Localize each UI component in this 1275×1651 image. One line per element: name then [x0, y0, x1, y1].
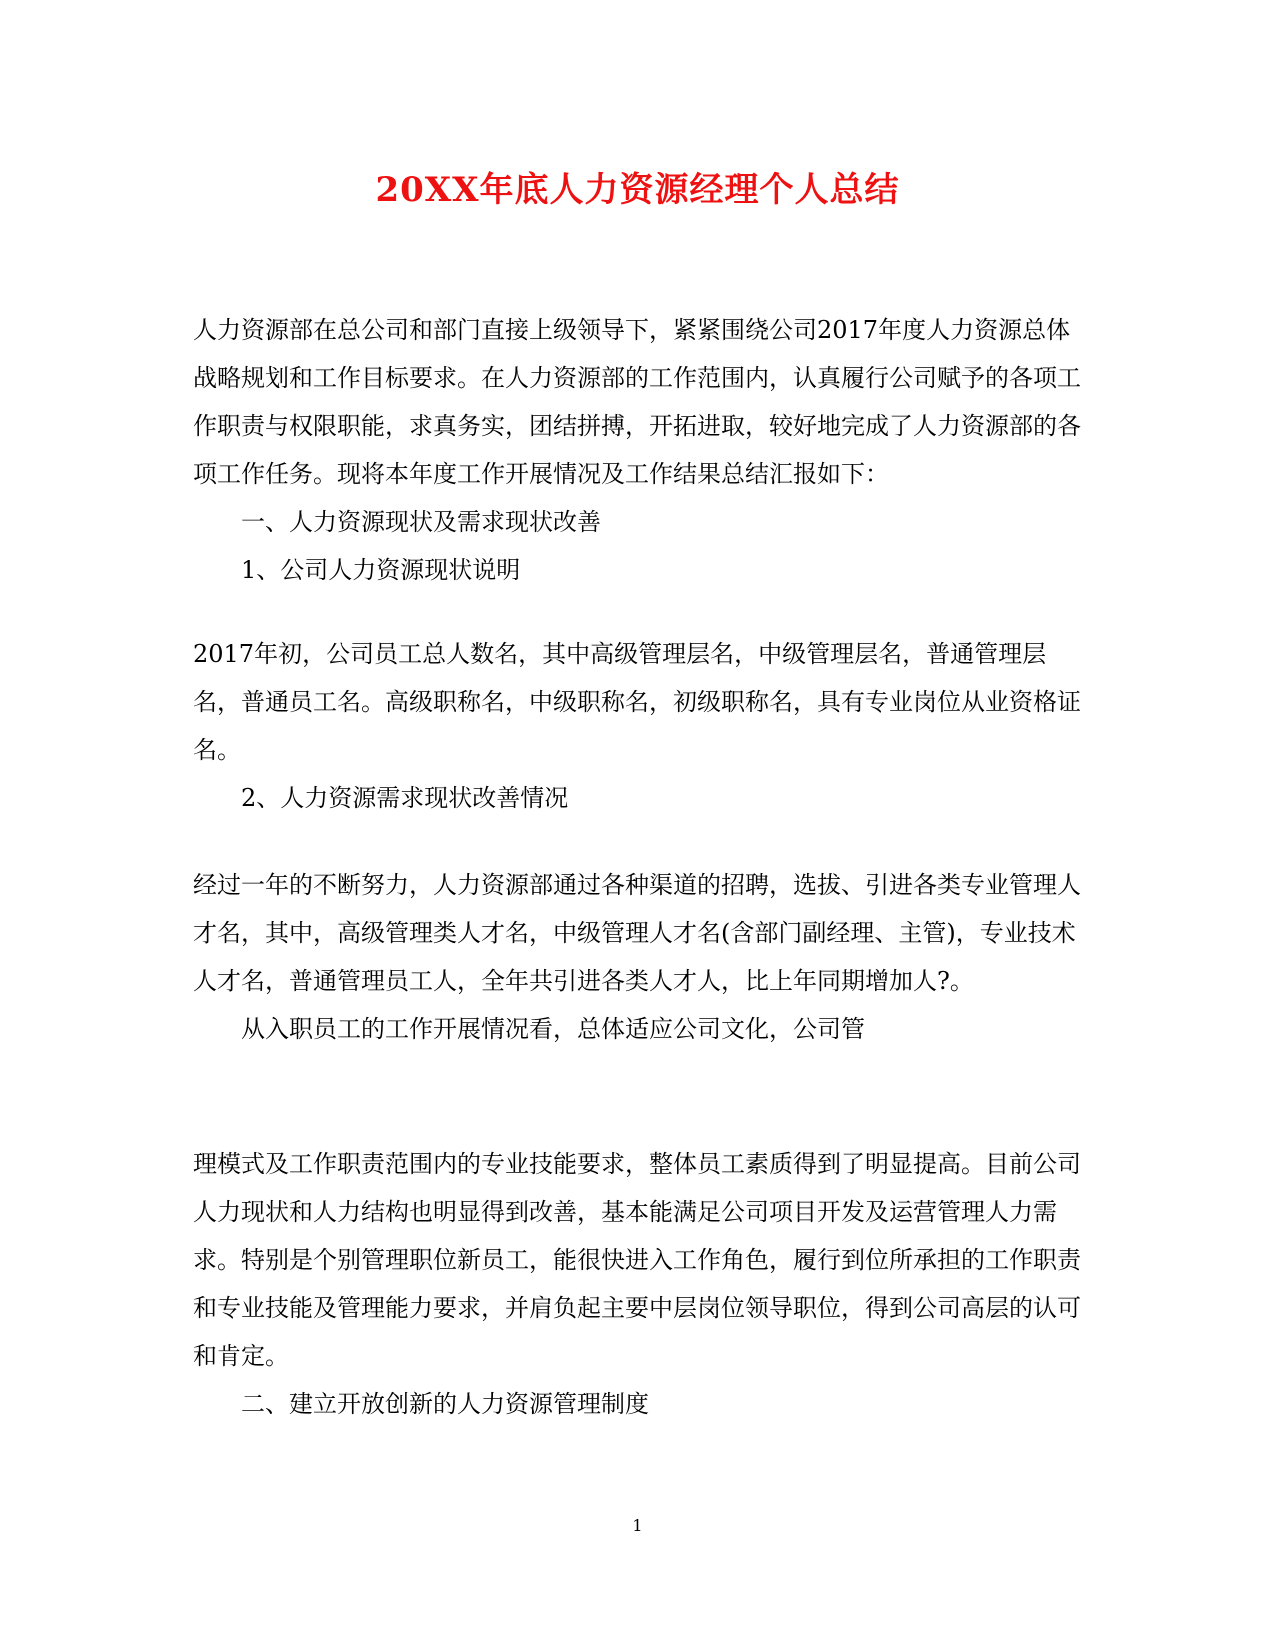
- onboarding-paragraph: 理模式及工作职责范围内的专业技能要求，整体员工素质得到了明显提高。目前公司人力现状和人力结构也明显得到改善，基本能满足公司项目开发及运营管理人力需求。特别是个别管理职位新员工，能很快进入工作角色，履行到位所承担的工作职责和专业技能及管理能力要求，并肩负起主要中层岗位领导职位，得到公司高层的认可和肯定。: [193, 1150, 1081, 1370]
- subheading-2: 2、人力资源需求现状改善情况: [241, 784, 569, 812]
- page-number: 1: [632, 1516, 643, 1535]
- section-onboarding: [193, 1140, 1088, 1428]
- section-heading-2: 二、建立开放创新的人力资源管理制度: [241, 1390, 649, 1418]
- onboarding-lead-paragraph: 从入职员工的工作开展情况看，总体适应公司文化，公司管: [241, 1015, 865, 1043]
- section-recruitment: [193, 861, 1088, 1053]
- intro-paragraph: 人力资源部在总公司和部门直接上级领导下，紧紧围绕公司2017年度人力资源总体战略规划和工作目标要求。在人力资源部的工作范围内，认真履行公司赋予的各项工作职责与权限职能，求真务实，团结拼搏，开拓进取，较好地完成了人力资源部的各项工作任务。现将本年度工作开展情况及工作结果总结汇报如下：: [193, 316, 1081, 488]
- subheading-1: 1、公司人力资源现状说明: [241, 556, 521, 584]
- document-title: 20XX年底人力资源经理个人总结: [375, 170, 900, 210]
- status-paragraph: 2017年初，公司员工总人数名，其中高级管理层名，中级管理层名，普通管理层名，普通员工名。高级职称名，中级职称名，初级职称名，具有专业岗位从业资格证名。: [193, 640, 1081, 764]
- section-intro: [193, 306, 1088, 594]
- section-heading-1: 一、人力资源现状及需求现状改善: [241, 508, 601, 536]
- recruitment-paragraph: 经过一年的不断努力，人力资源部通过各种渠道的招聘，选拔、引进各类专业管理人才名，其中，高级管理类人才名，中级管理人才名(含部门副经理、主管)，专业技术人才名，普通管理员工人，全年共引进各类人才人，比上年同期增加人?。: [193, 871, 1081, 995]
- section-status: [193, 630, 1088, 822]
